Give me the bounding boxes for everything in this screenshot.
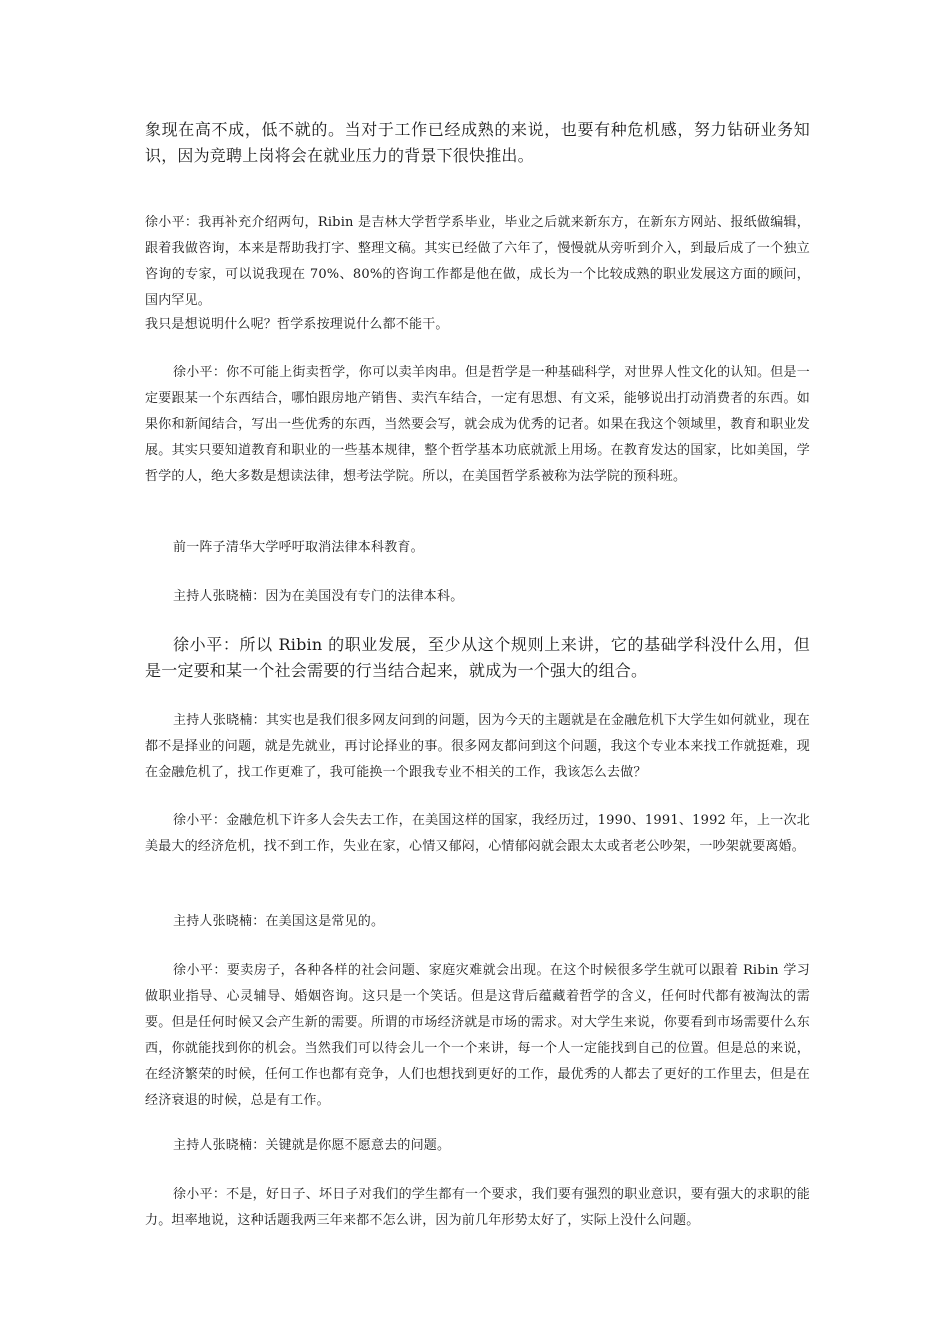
paragraph-xu-market: 徐小平：要卖房子，各种各样的社会问题、家庭灾难就会出现。在这个时候很多学生就可以跟着 Ribin 学习做职业指导、心灵辅导、婚姻咨询。这只是一个笑话。但是这背后蕴藏着哲学的含义，任何时代都有被淘汰的需要。但是任何时候又会产生新的需要。所谓的市场经济就是市场的需求。对大学生来说，你要看到市场需要什么东西，你就能找到你的机会。当然我们可以待会儿一个一个来讲，每一个人一定能找到自己的位置。但是总的来说，在经济繁荣的时候，任何工作也都有竞争，人们也想找到更好的工作，最优秀的人都去了更好的工作里去，但是在经济衰退的时候，总是有工作。 — [145, 963, 810, 1108]
paragraph-host-willing: 主持人张晓楠：关键就是你愿不愿意去的问题。 — [173, 1138, 451, 1153]
paragraph-intro: 象现在高不成，低不就的。当对于工作已经成熟的来说，也要有种危机感，努力钻研业务知识，因为竞聘上岗将会在就业压力的背景下很快推出。 — [145, 120, 810, 165]
paragraph-tsinghua: 前一阵子清华大学呼吁取消法律本科教育。 — [173, 540, 424, 555]
paragraph-host-common: 主持人张晓楠：在美国这是常见的。 — [173, 914, 385, 929]
paragraph-xu-philosophy: 徐小平：你不可能上街卖哲学，你可以卖羊肉串。但是哲学是一种基础科学，对世界人性文化的认知。但是一定要跟某一个东西结合，哪怕跟房地产销售、卖汽车结合，一定有思想、有文采，能够说出打动消费者的东西。如果你和新闻结合，写出一些优秀的东西，当然要会写，就会成为优秀的记者。如果在我这个领域里，教育和职业发展。其实只要知道教育和职业的一些基本规律，整个哲学基本功底就派上用场。在教育发达的国家，比如美国，学哲学的人，绝大多数是想读法律，想考法学院。所以，在美国哲学系被称为法学院的预科班。 — [145, 365, 810, 484]
paragraph-xu-awareness: 徐小平：不是，好日子、坏日子对我们的学生都有一个要求，我们要有强烈的职业意识，要有强大的求职的能力。坦率地说，这种话题我两三年来都不怎么讲，因为前几年形势太好了，实际上没什么问题。 — [145, 1187, 810, 1228]
paragraph-xu-recession: 徐小平：金融危机下许多人会失去工作，在美国这样的国家，我经历过，1990、1991、1992 年，上一次北美最大的经济危机，找不到工作，失业在家，心情又郁闷，心情郁闷就会跟太太或者老公吵架，一吵架就要离婚。 — [145, 813, 810, 854]
paragraph-xu-ribin-career: 徐小平：所以 Ribin 的职业发展，至少从这个规则上来讲，它的基础学科没什么用，但是一定要和某一个社会需要的行当结合起来，就成为一个强大的组合。 — [145, 635, 810, 680]
paragraph-host-crisis: 主持人张晓楠：其实也是我们很多网友问到的问题，因为今天的主题就是在金融危机下大学生如何就业，现在都不是择业的问题，就是先就业，再讨论择业的事。很多网友都问到这个问题，我这个专业本来找工作就挺难，现在金融危机了，找工作更难了，我可能换一个跟我专业不相关的工作，我该怎么去做？ — [145, 713, 810, 780]
paragraph-xu-ribin-intro: 徐小平：我再补充介绍两句，Ribin 是吉林大学哲学系毕业，毕业之后就来新东方，在新东方网站、报纸做编辑，跟着我做咨询，本来是帮助我打字、整理文稿。其实已经做了六年了，慢慢就从旁听到介入，到最后成了一个独立咨询的专家，可以说我现在 70%、80%的咨询工作都是他在做，成长为一个比较成熟的职业发展这方面的顾问，国内罕见。 — [145, 215, 810, 308]
paragraph-host-law: 主持人张晓楠：因为在美国没有专门的法律本科。 — [173, 589, 464, 604]
paragraph-philosophy-question: 我只是想说明什么呢？哲学系按理说什么都不能干。 — [145, 317, 449, 332]
